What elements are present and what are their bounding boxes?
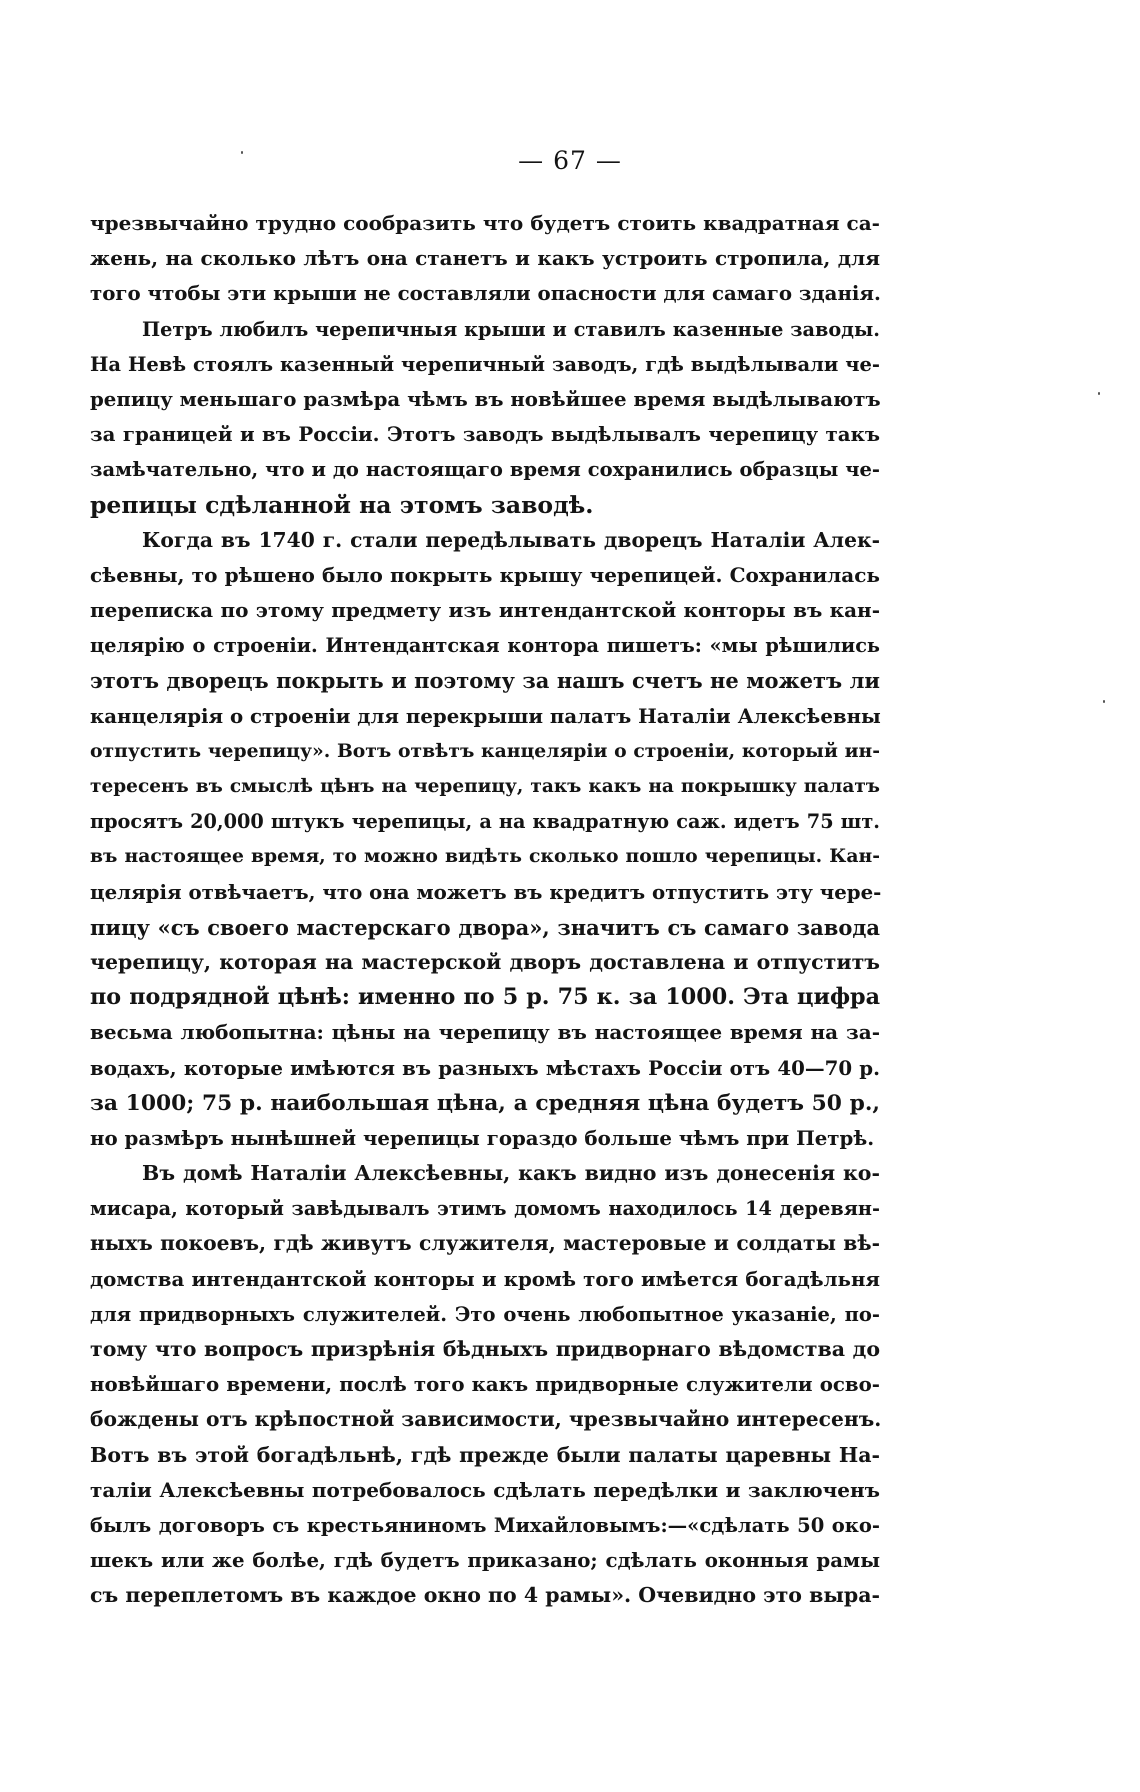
text-line: переписка по этому предмету изъ интендантской конторы въ кан- [90, 598, 880, 623]
scan-speck [241, 151, 243, 154]
text-line: домства интендантской конторы и кромѣ того имѣется богадѣльня [90, 1266, 880, 1291]
text-line: канцелярія о строеніи для перекрыши палатъ Наталіи Алексѣевны [90, 703, 881, 728]
text-line: Петръ любилъ черепичныя крыши и ставилъ казенные заводы. [142, 317, 880, 341]
text-line: этотъ дворецъ покрыть и поэтому за нашъ счетъ не можетъ ли [90, 668, 880, 694]
text-line: для придворныхъ служителей. Это очень любопытное указаніе, по- [90, 1302, 880, 1326]
text-line: того чтобы эти крыши не составляли опасности для самаго зданія. [90, 281, 881, 306]
text-line: целярію о строеніи. Интендантская контора пишетъ: «мы рѣшились [90, 634, 880, 658]
text-line: На Невѣ стоялъ казенный черепичный заводъ, гдѣ выдѣлывали че- [90, 352, 880, 376]
text-line: черепицу, которая на мастерской дворъ доставлена и отпуститъ [90, 949, 880, 974]
text-line: за 1000; 75 р. наибольшая цѣна, а средняя цѣна будетъ 50 р., [90, 1090, 880, 1116]
text-line: сѣевны, то рѣшено было покрыть крышу черепицей. Сохранилась [90, 562, 880, 587]
text-line: за границей и въ Россіи. Этотъ заводъ выдѣлывалъ черепицу такъ [90, 422, 880, 447]
text-line: репицу меньшаго размѣра чѣмъ въ новѣйшее время выдѣлываютъ [90, 386, 881, 411]
text-line: репицы сдѣланной на этомъ заводѣ. [90, 490, 594, 519]
text-line: водахъ, которые имѣются въ разныхъ мѣстахъ Россіи отъ 40—70 р. [90, 1055, 880, 1080]
text-line: тересенъ въ смыслѣ цѣнъ на черепицу, такъ какъ на покрышку палатъ [90, 776, 880, 797]
text-line: пицу «съ своего мастерскаго двора», значитъ съ самаго завода [90, 914, 880, 940]
text-line: тому что вопросъ призрѣнія бѣдныхъ придворнаго вѣдомства до [90, 1337, 880, 1361]
page-number: — 67 — [518, 146, 622, 175]
text-line: шекъ или же болѣе, гдѣ будетъ приказано; сдѣлать оконныя рамы [90, 1548, 880, 1573]
text-line: чрезвычайно трудно сообразить что будетъ стоить квадратная са- [90, 211, 880, 235]
text-line: замѣчательно, что и до настоящаго время сохранились образцы че- [90, 458, 880, 482]
text-line: Когда въ 1740 г. стали передѣлывать дворецъ Наталіи Алек- [142, 527, 880, 552]
scan-speck [1103, 700, 1105, 703]
text-line: бождены отъ крѣпостной зависимости, чрезвычайно интересенъ. [90, 1407, 882, 1432]
text-line: Вотъ въ этой богадѣльнѣ, гдѣ прежде были палаты царевны На- [90, 1442, 880, 1467]
text-line: весьма любопытна: цѣны на черепицу въ настоящее время на за- [90, 1020, 880, 1045]
text-line: новѣйшаго времени, послѣ того какъ придворные служители осво- [90, 1372, 880, 1397]
text-line: Въ домѣ Наталіи Алексѣевны, какъ видно изъ донесенія ко- [142, 1161, 880, 1186]
text-line: мисара, который завѣдывалъ этимъ домомъ находилось 14 деревян- [90, 1197, 880, 1221]
text-line: целярія отвѣчаетъ, что она можетъ въ кредитъ отпустить эту чере- [90, 879, 882, 904]
text-line: таліи Алексѣевны потребовалось сдѣлать передѣлки и заключенъ [90, 1477, 880, 1502]
text-line: жень, на сколько лѣтъ она станетъ и какъ устроить стропила, для [90, 246, 880, 271]
text-line: ныхъ покоевъ, гдѣ живутъ служителя, мастеровые и солдаты вѣ- [90, 1231, 880, 1256]
text-line: по подрядной цѣнѣ: именно по 5 р. 75 к. за 1000. Эта цифра [90, 984, 880, 1011]
text-line: былъ договоръ съ крестьяниномъ Михайловымъ:—«сдѣлать 50 око- [90, 1513, 880, 1537]
body-text [90, 206, 880, 1614]
scan-speck [1098, 392, 1100, 395]
text-line: въ настоящее время, то можно видѣть сколько пошло черепицы. Кан- [90, 845, 880, 868]
text-line: просятъ 20,000 штукъ черепицы, а на квадратную саж. идетъ 75 шт. [90, 810, 880, 834]
text-line: съ переплетомъ въ каждое окно по 4 рамы». Очевидно это выра- [90, 1583, 881, 1608]
text-line: но размѣръ нынѣшней черепицы гораздо больше чѣмъ при Петрѣ. [90, 1125, 875, 1150]
text-line: отпустить черепицу». Вотъ отвѣтъ канцеляріи о строеніи, который ин- [90, 739, 880, 762]
